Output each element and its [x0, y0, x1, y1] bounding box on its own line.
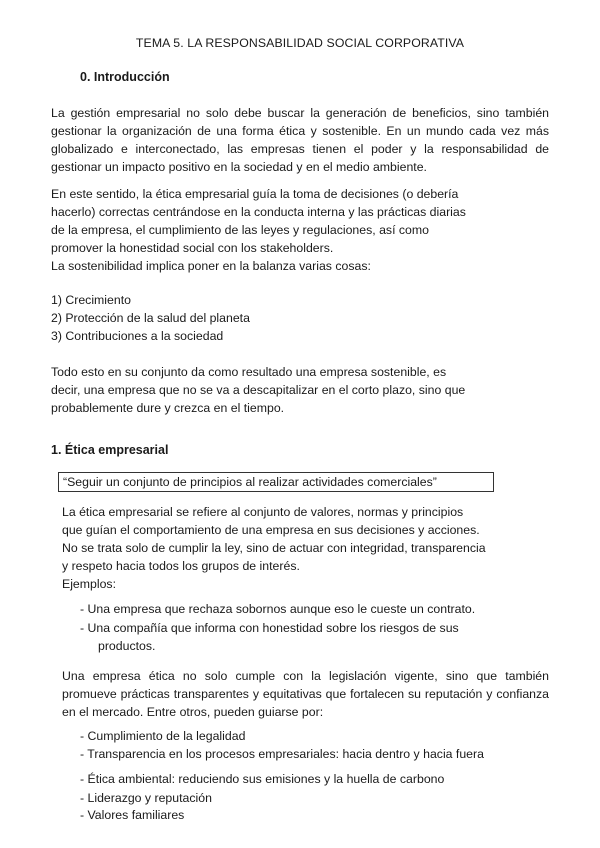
document-title: TEMA 5. LA RESPONSABILIDAD SOCIAL CORPORATIVA — [135, 36, 465, 50]
guide-item: - Cumplimiento de la legalidad — [80, 729, 246, 743]
sustainability-list — [51, 291, 250, 345]
example-item-continuation: productos. — [98, 639, 156, 653]
guide-item: - Liderazgo y reputación — [80, 791, 212, 805]
text-line: que guían el comportamiento de una empresa en sus decisiones y acciones. — [62, 523, 480, 537]
text-line: Ejemplos: — [62, 577, 116, 591]
text-line: de la empresa, el cumplimiento de las leyes y regulaciones, así como — [51, 223, 429, 237]
example-item: - Una compañía que informa con honestidad sobre los riesgos de sus — [80, 621, 459, 635]
intro-paragraph-1: La gestión empresarial no solo debe buscar la generación de beneficios, sino también gestionar la organización de una forma ética y sostenible. En un mundo cada vez más globalizado e interconectado, las empresas tienen el poder y la responsabilidad de gestionar un impacto positivo en la sociedad y en el medio ambiente. — [51, 106, 549, 174]
list-item: 2) Protección de la salud del planeta — [51, 311, 250, 325]
guide-item: - Transparencia en los procesos empresariales: hacia dentro y hacia fuera — [80, 747, 484, 761]
guide-item: - Ética ambiental: reduciendo sus emisiones y la huella de carbono — [80, 772, 445, 786]
text-line: hacerlo) correctas centrándose en la conducta interna y las prácticas diarias — [51, 205, 466, 219]
intro-paragraph-3 — [51, 363, 465, 417]
text-line: En este sentido, la ética empresarial guía la toma de decisiones (o debería — [51, 187, 459, 201]
list-item: 1) Crecimiento — [51, 293, 131, 307]
ethics-heading: 1. Ética empresarial — [51, 443, 169, 457]
text-line: No se trata solo de cumplir la ley, sino de actuar con integridad, transparencia — [62, 541, 486, 555]
text-line: La sostenibilidad implica poner en la balanza varias cosas: — [51, 259, 371, 273]
text-line: promover la honestidad social con los stakeholders. — [51, 241, 334, 255]
text-line: probablemente dure y crezca en el tiempo. — [51, 401, 285, 415]
text-line: y respeto hacia todos los grupos de interés. — [62, 559, 300, 573]
text-line: decir, una empresa que no se va a descapitalizar en el corto plazo, sino que — [51, 383, 466, 397]
intro-heading: 0. Introducción — [80, 70, 170, 84]
list-item: 3) Contribuciones a la sociedad — [51, 329, 224, 343]
example-item: - Una empresa que rechaza sobornos aunque eso le cueste un contrato. — [80, 602, 476, 616]
text-line: La ética empresarial se refiere al conjunto de valores, normas y principios — [62, 505, 464, 519]
text-line: Todo esto en su conjunto da como resultado una empresa sostenible, es — [51, 365, 447, 379]
ethics-paragraph-1 — [62, 503, 486, 593]
ethics-quote-box: “Seguir un conjunto de principios al realizar actividades comerciales” — [58, 472, 494, 492]
ethics-paragraph-2: Una empresa ética no solo cumple con la legislación vigente, sino que también promueve prácticas transparentes y equitativas que fortalecen su reputación y confianza en el mercado. Entre otros, pueden guiarse por: — [62, 669, 549, 719]
guide-item: - Valores familiares — [80, 808, 185, 822]
intro-paragraph-2 — [51, 185, 466, 275]
